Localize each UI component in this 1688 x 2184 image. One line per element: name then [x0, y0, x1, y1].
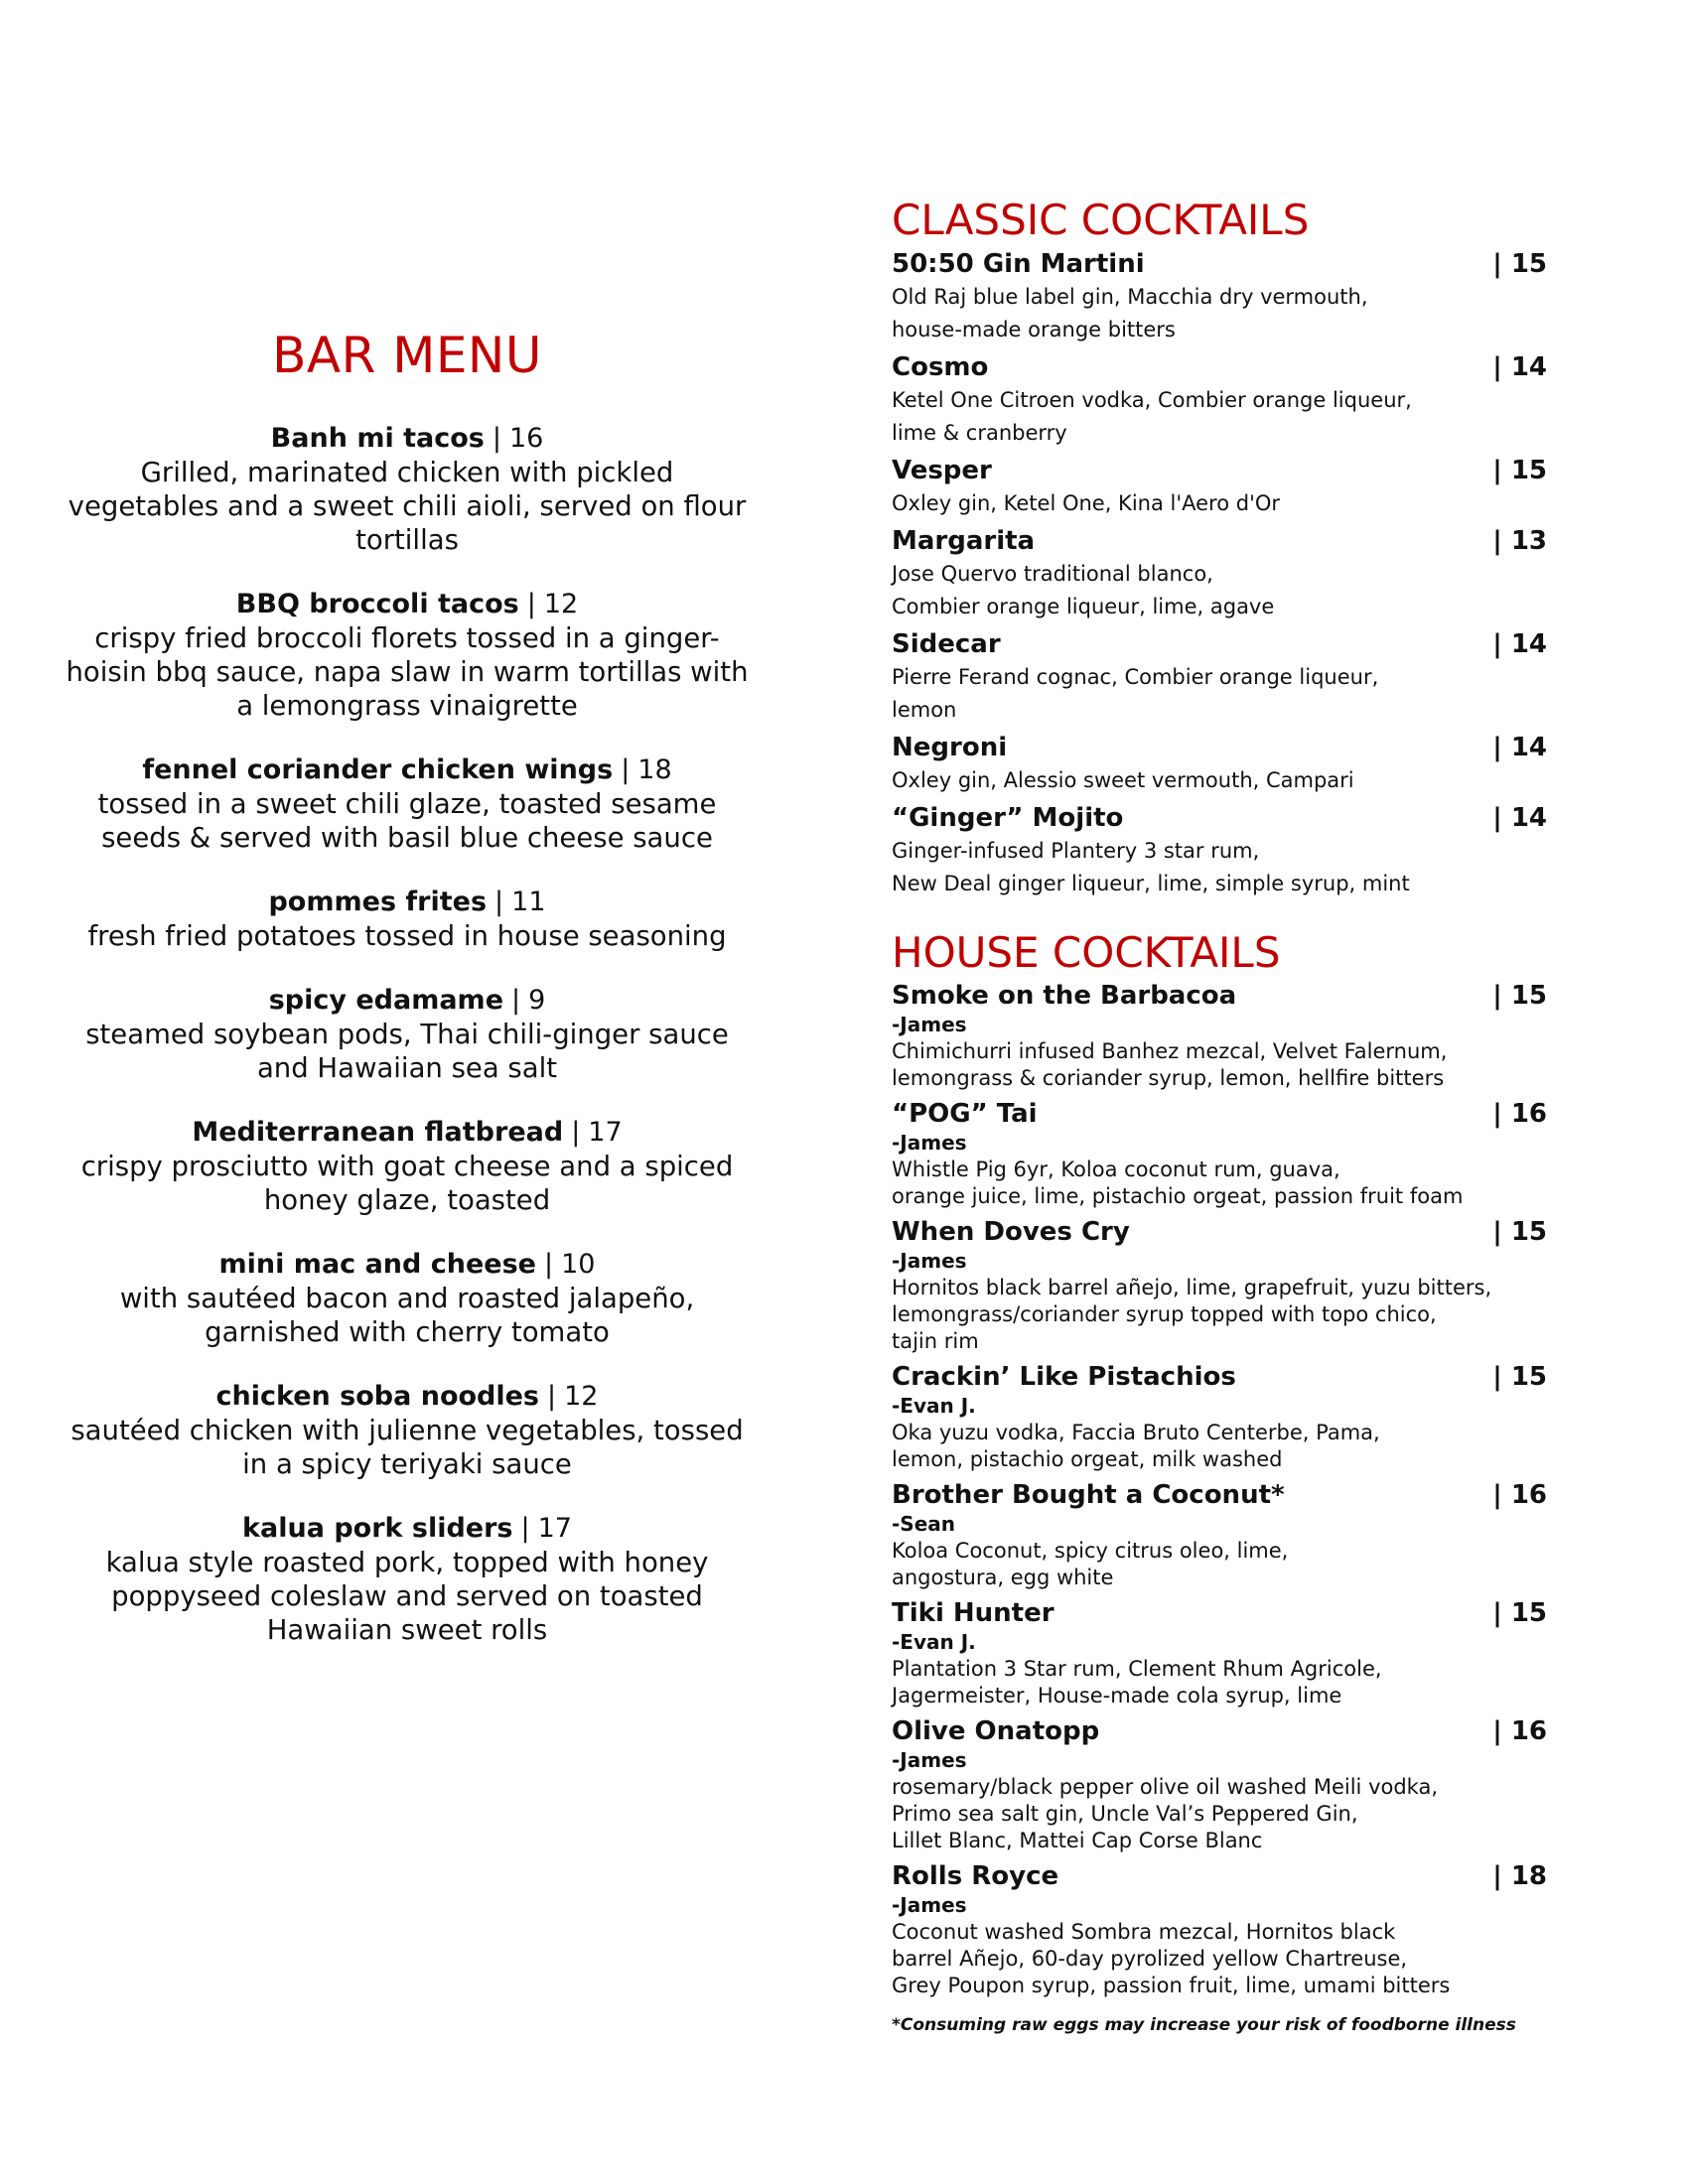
food-item-name: fennel coriander chicken wings: [142, 753, 614, 785]
food-item-name: kalua pork sliders: [242, 1512, 513, 1544]
description-line: rosemary/black pepper olive oil washed Meili vodka,: [892, 1775, 1439, 1799]
cocktail-description: [892, 835, 1547, 900]
food-item-header: [60, 885, 755, 919]
description-line: Jagermeister, House-made cola syrup, lime: [892, 1684, 1342, 1707]
cocktail-name: Cosmo: [892, 352, 989, 382]
cocktail-item: [892, 1216, 1547, 1355]
food-item-name: BBQ broccoli tacos: [235, 588, 519, 619]
price-separator: |: [520, 1512, 530, 1544]
cocktail-description: [892, 1420, 1547, 1473]
food-item-description: [60, 1414, 755, 1481]
description-line: Chimichurri infused Banhez mezcal, Velvet Falernum,: [892, 1039, 1448, 1063]
cocktail-price: | 15: [1492, 981, 1547, 1011]
cocktail-name: Rolls Royce: [892, 1861, 1059, 1891]
cocktail-author: -Evan J.: [892, 1630, 976, 1654]
cocktail-description: [892, 1157, 1547, 1210]
description-line: with sautéed bacon and roasted jalapeño,: [119, 1282, 695, 1314]
description-line: Ketel One Citroen vodka, Combier orange liqueur,: [892, 388, 1412, 412]
cocktail-name: 50:50 Gin Martini: [892, 249, 1145, 279]
cocktail-name: Vesper: [892, 456, 992, 485]
description-line: Lillet Blanc, Mattei Cap Corse Blanc: [892, 1829, 1263, 1852]
description-line: lime & cranberry: [892, 421, 1067, 445]
description-line: honey glaze, toasted: [263, 1183, 551, 1216]
cocktail-author: -James: [892, 1249, 967, 1273]
food-item-name: mini mac and cheese: [218, 1248, 536, 1280]
cocktail-item: [892, 1860, 1547, 1999]
description-line: and Hawaiian sea salt: [256, 1051, 558, 1084]
cocktail-price: | 16: [1492, 1099, 1547, 1129]
food-item: [60, 1247, 755, 1349]
cocktail-item: [892, 524, 1547, 623]
description-line: Oxley gin, Ketel One, Kina l'Aero d'Or: [892, 491, 1281, 515]
description-line: Hawaiian sweet rolls: [266, 1613, 548, 1646]
bar-menu-title: BAR MENU: [272, 327, 542, 384]
description-line: Ginger-infused Plantery 3 star rum,: [892, 839, 1260, 863]
cocktail-name: When Doves Cry: [892, 1217, 1130, 1247]
cocktail-description: [892, 384, 1547, 450]
cocktail-price: | 14: [1492, 629, 1547, 659]
food-item: [60, 1511, 755, 1647]
bar-menu-section: [60, 328, 755, 1677]
cocktail-name: Smoke on the Barbacoa: [892, 981, 1237, 1011]
cocktail-item: [892, 1715, 1547, 1854]
price-separator: |: [621, 753, 631, 785]
description-line: Jose Quervo traditional blanco,: [892, 562, 1213, 586]
description-line: lemongrass/coriander syrup topped with topo chico,: [892, 1302, 1437, 1326]
cocktail-item: [892, 1597, 1547, 1709]
house-cocktails-list: [892, 980, 1547, 1999]
cocktail-author: -Evan J.: [892, 1394, 976, 1418]
price-separator: |: [494, 886, 504, 917]
cocktail-description: [892, 661, 1547, 727]
description-line: Coconut washed Sombra mezcal, Hornitos black: [892, 1920, 1396, 1944]
description-line: garnished with cherry tomato: [205, 1315, 610, 1348]
cocktail-price: | 15: [1492, 456, 1547, 485]
description-line: barrel Añejo, 60-day pyrolized yellow Chartreuse,: [892, 1947, 1408, 1971]
food-item-name: Mediterranean flatbread: [192, 1116, 564, 1148]
food-item-description: [60, 1282, 755, 1349]
cocktail-author: -James: [892, 1013, 967, 1036]
cocktail-item: [892, 1098, 1547, 1210]
cocktail-price: | 18: [1492, 1861, 1547, 1891]
cocktail-description: [892, 1656, 1547, 1709]
food-item-header: [60, 1247, 755, 1282]
cocktail-item: [892, 350, 1547, 450]
food-item-header: [60, 1379, 755, 1414]
description-line: seeds & served with basil blue cheese sauce: [101, 821, 713, 854]
cocktail-name: “POG” Tai: [892, 1099, 1038, 1129]
bar-menu-list: [60, 421, 755, 1647]
food-item-name: Banh mi tacos: [270, 422, 485, 454]
food-item-description: [60, 919, 755, 953]
food-item: [60, 1379, 755, 1481]
cocktail-price: | 14: [1492, 803, 1547, 833]
cocktail-name: Margarita: [892, 526, 1036, 556]
description-line: tortillas: [355, 523, 459, 556]
food-item-price: 17: [537, 1512, 572, 1544]
cocktail-name: Brother Bought a Coconut*: [892, 1480, 1285, 1510]
cocktail-price: | 14: [1492, 352, 1547, 382]
price-separator: |: [543, 1248, 554, 1280]
description-line: Plantation 3 Star rum, Clement Rhum Agricole,: [892, 1657, 1382, 1681]
description-line: lemongrass & coriander syrup, lemon, hellfire bitters: [892, 1066, 1445, 1090]
cocktails-column: [892, 194, 1547, 2037]
description-line: sautéed chicken with julienne vegetables, tossed: [70, 1414, 744, 1446]
food-item: [60, 983, 755, 1085]
cocktail-price: | 15: [1492, 1362, 1547, 1392]
cocktail-author: -James: [892, 1131, 967, 1155]
cocktail-author: -James: [892, 1893, 967, 1917]
description-line: Pierre Ferand cognac, Combier orange liqueur,: [892, 665, 1379, 689]
food-item-description: [60, 1150, 755, 1217]
cocktail-name: “Ginger” Mojito: [892, 803, 1124, 833]
classic-cocktails-list: [892, 247, 1547, 900]
cocktail-author: -James: [892, 1748, 967, 1772]
cocktail-name: Sidecar: [892, 629, 1001, 659]
description-line: steamed soybean pods, Thai chili-ginger sauce: [85, 1018, 729, 1050]
description-line: Grey Poupon syrup, passion fruit, lime, umami bitters: [892, 1974, 1451, 1997]
food-item-price: 12: [564, 1380, 599, 1412]
food-item: [60, 421, 755, 557]
cocktail-author: -Sean: [892, 1512, 956, 1536]
cocktail-item: [892, 801, 1547, 900]
description-line: fresh fried potatoes tossed in house seasoning: [87, 919, 727, 952]
cocktail-price: | 15: [1492, 1598, 1547, 1628]
price-separator: |: [492, 422, 501, 454]
food-item-description: [60, 787, 755, 855]
description-line: Koloa Coconut, spicy citrus oleo, lime,: [892, 1539, 1289, 1563]
description-line: Oka yuzu vodka, Faccia Bruto Centerbe, Pama,: [892, 1421, 1380, 1444]
description-line: Old Raj blue label gin, Macchia dry vermouth,: [892, 285, 1368, 309]
food-item-description: [60, 456, 755, 557]
cocktail-description: [892, 1038, 1547, 1092]
cocktail-price: | 15: [1492, 249, 1547, 279]
food-item-description: [60, 1546, 755, 1647]
food-item: [60, 752, 755, 855]
cocktail-item: [892, 454, 1547, 520]
price-separator: |: [547, 1380, 557, 1412]
description-line: New Deal ginger liqueur, lime, simple syrup, mint: [892, 872, 1410, 895]
description-line: Whistle Pig 6yr, Koloa coconut rum, guava,: [892, 1158, 1340, 1181]
cocktail-price: | 16: [1492, 1716, 1547, 1746]
cocktail-name: Olive Onatopp: [892, 1716, 1100, 1746]
food-item-price: 16: [508, 422, 544, 454]
price-separator: |: [571, 1116, 581, 1148]
description-line: lemon: [892, 698, 957, 722]
food-item: [60, 885, 755, 953]
cocktail-description: [892, 1275, 1547, 1355]
food-item-price: 9: [528, 984, 546, 1016]
description-line: poppyseed coleslaw and served on toasted: [111, 1579, 703, 1612]
food-item-header: [60, 1511, 755, 1546]
cocktail-price: | 15: [1492, 1217, 1547, 1247]
description-line: house-made orange bitters: [892, 318, 1176, 341]
food-item-name: chicken soba noodles: [215, 1380, 540, 1412]
cocktail-description: [892, 1538, 1547, 1591]
cocktail-description: [892, 281, 1547, 346]
food-item-price: 11: [511, 886, 546, 917]
food-item-header: [60, 421, 755, 456]
description-line: crispy fried broccoli florets tossed in a ginger-: [94, 621, 720, 654]
house-cocktails-section: [892, 926, 1547, 1999]
cocktail-price: | 16: [1492, 1480, 1547, 1510]
cocktail-description: [892, 764, 1547, 797]
food-item-description: [60, 1018, 755, 1085]
food-item-price: 18: [637, 753, 672, 785]
food-item: [60, 587, 755, 723]
house-cocktails-title: HOUSE COCKTAILS: [892, 928, 1281, 977]
food-item-price: 12: [543, 588, 579, 619]
food-item-header: [60, 587, 755, 621]
classic-cocktails-title: CLASSIC COCKTAILS: [892, 196, 1310, 244]
cocktail-price: | 14: [1492, 733, 1547, 762]
cocktail-description: [892, 487, 1547, 520]
cocktail-item: [892, 980, 1547, 1092]
description-line: in a spicy teriyaki sauce: [242, 1447, 572, 1480]
cocktail-description: [892, 1774, 1547, 1854]
raw-egg-footnote: *Consuming raw eggs may increase your risk of foodborne illness: [892, 2015, 1516, 2035]
description-line: hoisin bbq sauce, napa slaw in warm tortillas with: [66, 655, 749, 688]
cocktail-item: [892, 1361, 1547, 1473]
description-line: crispy prosciutto with goat cheese and a spiced: [80, 1150, 734, 1182]
description-line: tajin rim: [892, 1329, 979, 1353]
food-item-price: 10: [561, 1248, 596, 1280]
description-line: Grilled, marinated chicken with pickled: [140, 456, 674, 488]
description-line: orange juice, lime, pistachio orgeat, passion fruit foam: [892, 1184, 1464, 1208]
description-line: angostura, egg white: [892, 1566, 1114, 1589]
description-line: vegetables and a sweet chili aioli, served on flour: [68, 489, 747, 522]
cocktail-name: Negroni: [892, 733, 1008, 762]
cocktail-name: Crackin’ Like Pistachios: [892, 1362, 1236, 1392]
description-line: lemon, pistachio orgeat, milk washed: [892, 1447, 1283, 1471]
food-item-header: [60, 983, 755, 1018]
cocktail-price: | 13: [1492, 526, 1547, 556]
cocktail-name: Tiki Hunter: [892, 1598, 1055, 1628]
description-line: Primo sea salt gin, Uncle Val’s Peppered Gin,: [892, 1802, 1358, 1826]
description-line: kalua style roasted pork, topped with honey: [105, 1546, 709, 1578]
cocktail-item: [892, 247, 1547, 346]
cocktail-description: [892, 558, 1547, 623]
food-item: [60, 1115, 755, 1217]
food-item-name: pommes frites: [268, 886, 488, 917]
food-item-header: [60, 1115, 755, 1150]
cocktail-description: [892, 1919, 1547, 1999]
food-item-description: [60, 621, 755, 723]
price-separator: |: [526, 588, 536, 619]
description-line: a lemongrass vinaigrette: [236, 689, 578, 722]
cocktail-item: [892, 627, 1547, 727]
cocktail-item: [892, 731, 1547, 797]
food-item-price: 17: [588, 1116, 623, 1148]
food-item-name: spicy edamame: [268, 984, 504, 1016]
description-line: tossed in a sweet chili glaze, toasted sesame: [97, 787, 717, 820]
classic-cocktails-section: [892, 194, 1547, 900]
description-line: Combier orange liqueur, lime, agave: [892, 595, 1275, 618]
description-line: Hornitos black barrel añejo, lime, grapefruit, yuzu bitters,: [892, 1276, 1492, 1299]
food-item-header: [60, 752, 755, 787]
description-line: Oxley gin, Alessio sweet vermouth, Campari: [892, 768, 1354, 792]
price-separator: |: [511, 984, 521, 1016]
cocktail-item: [892, 1479, 1547, 1591]
